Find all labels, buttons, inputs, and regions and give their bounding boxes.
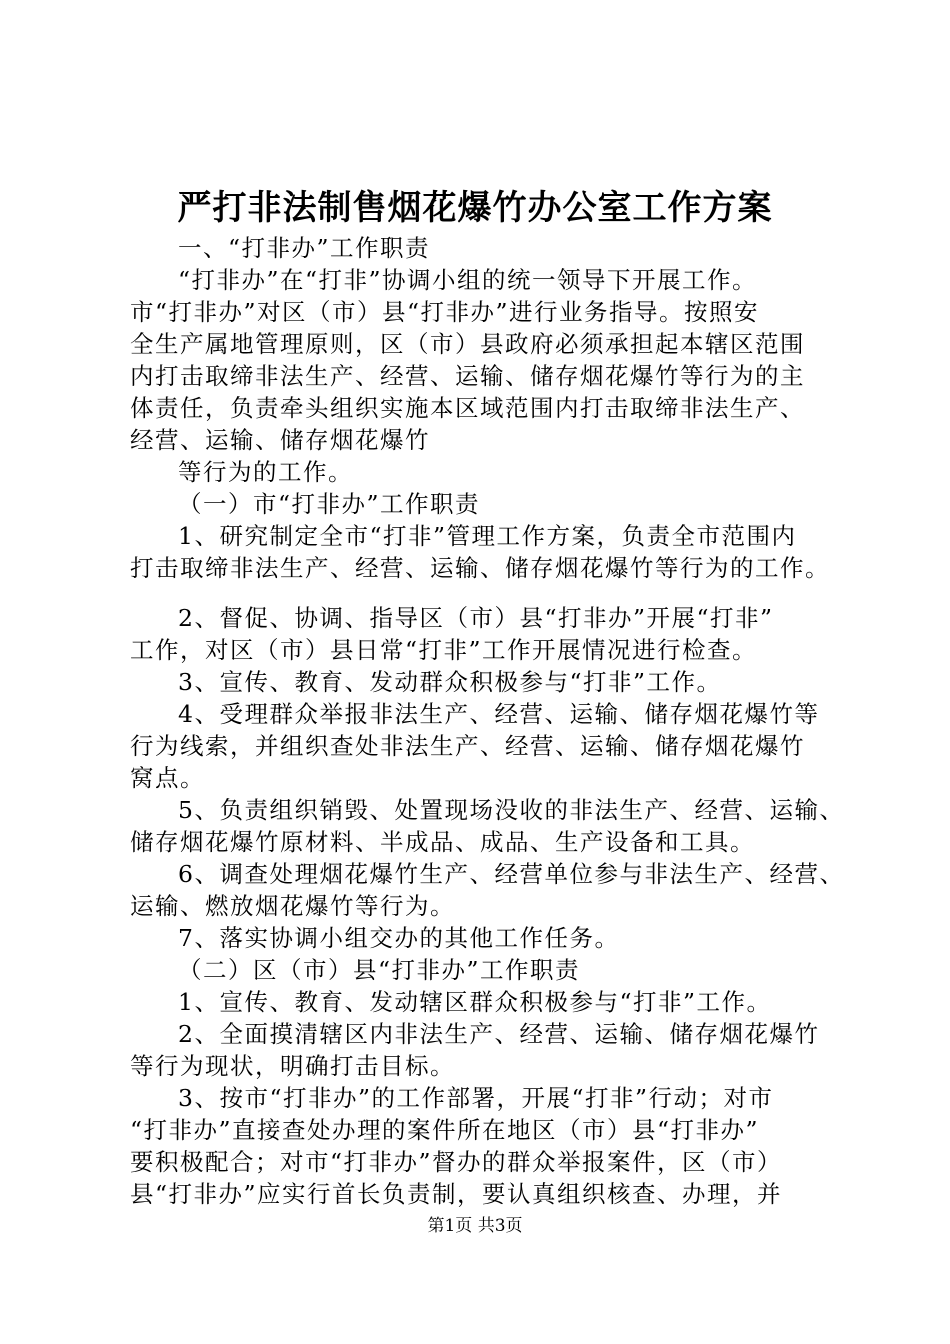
list-item-line: 2、全面摸清辖区内非法生产、经营、运输、储存烟花爆竹 bbox=[178, 1020, 820, 1048]
paragraph-gap bbox=[130, 584, 830, 602]
paragraph-line: 市“打非办”对区（市）县“打非办”进行业务指导。按照安 bbox=[130, 298, 760, 326]
list-item-line: 1、研究制定全市“打非”管理工作方案，负责全市范围内 bbox=[178, 522, 797, 550]
list-item-line: 县“打非办”应实行首长负责制，要认真组织核查、办理，并 bbox=[130, 1180, 783, 1208]
list-item-line: 行为线索，并组织查处非法生产、经营、运输、储存烟花爆竹 bbox=[130, 732, 805, 760]
list-item-line: 要积极配合；对市“打非办”督办的群众举报案件，区（市） bbox=[130, 1148, 783, 1176]
list-item-line: “打非办”直接查处办理的案件所在地区（市）县“打非办” bbox=[130, 1116, 760, 1144]
list-item-line: 5、负责组织销毁、处置现场没收的非法生产、经营、运输、 bbox=[178, 796, 845, 824]
list-item-line: 6、调查处理烟花爆竹生产、经营单位参与非法生产、经营、 bbox=[178, 860, 845, 888]
list-item-line: 3、按市“打非办”的工作部署，开展“打非”行动；对市 bbox=[178, 1084, 774, 1112]
subsection-heading: （二）区（市）县“打非办”工作职责 bbox=[178, 956, 581, 984]
document-body bbox=[130, 232, 845, 1210]
list-item-line: 1、宣传、教育、发动辖区群众积极参与“打非”工作。 bbox=[178, 988, 772, 1016]
paragraph-line: 体责任，负责牵头组织实施本区域范围内打击取缔非法生产、 bbox=[130, 394, 805, 422]
paragraph-line: 内打击取缔非法生产、经营、运输、储存烟花爆竹等行为的主 bbox=[130, 362, 805, 390]
list-item-line: 等行为现状，明确打击目标。 bbox=[130, 1052, 455, 1080]
list-item-line: 2、督促、协调、指导区（市）县“打非办”开展“打非” bbox=[178, 604, 774, 632]
list-item-line: 工作，对区（市）县日常“打非”工作开展情况进行检查。 bbox=[130, 636, 758, 664]
paragraph-line: 等行为的工作。 bbox=[178, 458, 353, 486]
document-title: 严打非法制售烟花爆竹办公室工作方案 bbox=[177, 188, 773, 228]
section-heading: 一、“打非办”工作职责 bbox=[178, 234, 431, 262]
list-item-line: 运输、燃放烟花爆竹等行为。 bbox=[130, 892, 455, 920]
list-item-line: 4、受理群众举报非法生产、经营、运输、储存烟花爆竹等 bbox=[178, 700, 820, 728]
list-item-line: 打击取缔非法生产、经营、运输、储存烟花爆竹等行为的工作。 bbox=[130, 554, 830, 582]
paragraph-line: “打非办”在“打非”协调小组的统一领导下开展工作。 bbox=[178, 266, 758, 294]
page-number: 第1页 共3页 bbox=[427, 1216, 523, 1236]
list-item-line: 7、落实协调小组交办的其他工作任务。 bbox=[178, 924, 620, 952]
subsection-heading: （一）市“打非办”工作职责 bbox=[178, 490, 481, 518]
paragraph-line: 经营、运输、储存烟花爆竹 bbox=[130, 426, 430, 454]
list-item-line: 储存烟花爆竹原材料、半成品、成品、生产设备和工具。 bbox=[130, 828, 755, 856]
paragraph-line: 全生产属地管理原则，区（市）县政府必须承担起本辖区范围 bbox=[130, 330, 805, 358]
list-item-line: 窝点。 bbox=[130, 764, 205, 792]
list-item-line: 3、宣传、教育、发动群众积极参与“打非”工作。 bbox=[178, 668, 722, 696]
